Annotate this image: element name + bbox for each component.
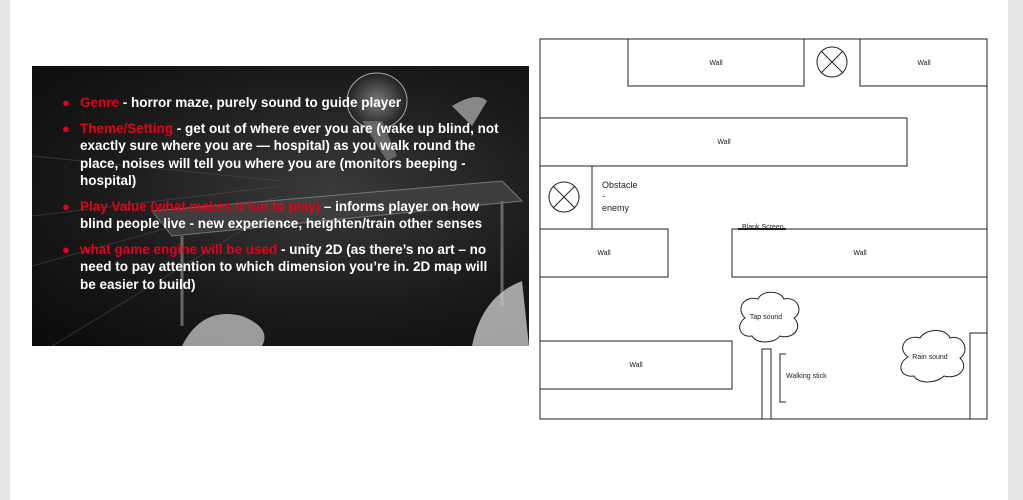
bullet-text: - unity 2D (as there’s no art – no need to pay attention to which dimension you’re in. 2D map will be easier to build) [80,241,488,292]
enemy-label: enemy [602,203,630,213]
post-left [762,349,771,419]
bullet-key: what game engine will be used [80,241,278,257]
bullet-key: Theme/Setting [80,120,174,136]
obstacle-dash: - [602,191,605,201]
wall-label: Wall [853,250,867,257]
bullet-key: Play Value (what makes it fun to play) [80,198,321,214]
bullet-text: - horror maze, purely sound to guide player [119,95,402,110]
obstacle-label: Obstacle [602,180,638,190]
bullet-text: - get out of where ever you are (wake up blind, not exactly sure where you are — hospital) as you walk round the place, noises will tell you where you are (monitors beeping - hospital) [80,120,499,188]
list-item: ● Genre - horror maze, purely sound to guide player [62,95,402,110]
list-item: ● Theme/Setting - get out of where ever you are (wake up blind, not exactly sure where you are — hospital) as you walk round the place, noises will tell you where you are (monitors beeping - hospital) [62,120,499,188]
blank-screen-label: Blank Screen [742,224,784,231]
rain-sound-label: Rain sound [912,354,948,361]
wall-label: Wall [717,139,731,146]
list-item: ● what game engine will be used - unity 2D (as there’s no art – no need to pay attention to which dimension you’re in. 2D map will be easier to build) [62,241,488,292]
obstacle-x-icon-top [817,47,847,77]
wall-label: Wall [597,250,611,257]
wall-label: Wall [709,60,723,67]
walking-stick-label: Walking stick [786,373,827,380]
post-right [970,333,987,419]
tap-sound-label: Tap sound [749,314,783,321]
bullet-text: – informs player on how blind people live - new experience, heighten/train other senses [80,198,483,231]
wall-label: Wall [629,362,643,369]
list-item: ● Play Value (what makes it fun to play) – informs player on how blind people live - new experience, heighten/train other senses [62,198,483,231]
obstacle-box [540,166,592,229]
bullet-key: Genre [80,95,120,110]
wall-label: Wall [917,60,931,67]
